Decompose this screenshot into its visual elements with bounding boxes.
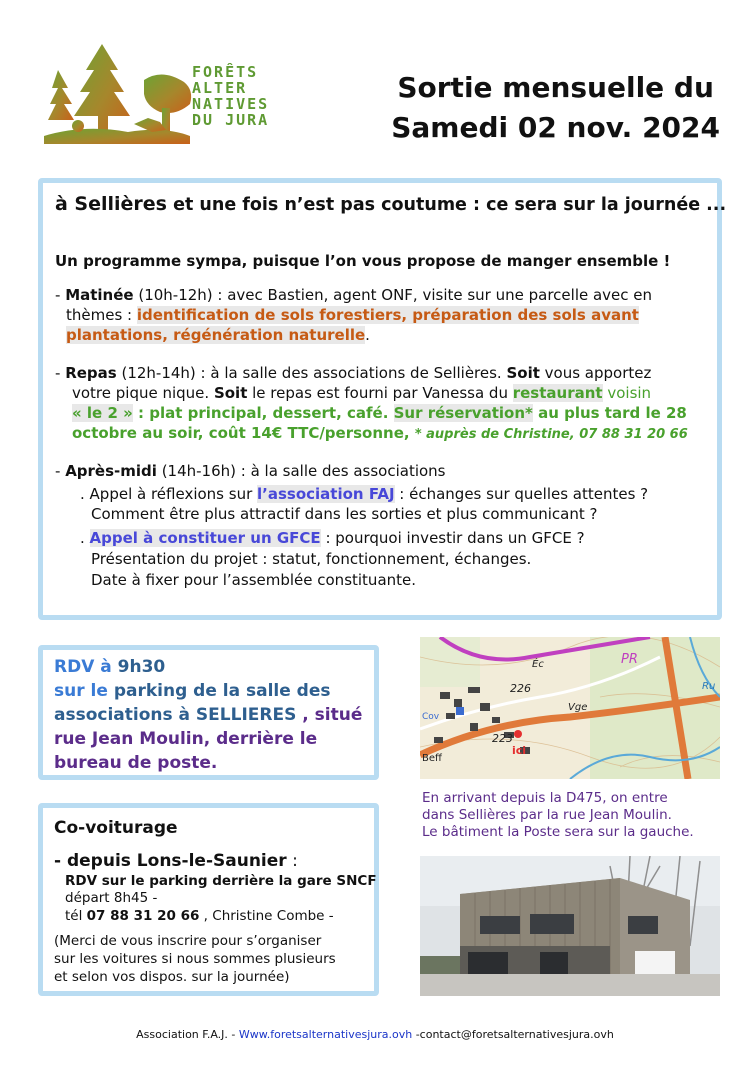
covoiturage-box bbox=[38, 803, 379, 996]
matinee-time: (10h-12h) : avec Bastien, agent ONF, visite sur une parcelle avec en bbox=[133, 286, 653, 304]
repas-reservation: Sur réservation* bbox=[393, 404, 533, 422]
map-cov-label: Cov bbox=[422, 712, 440, 722]
rdv-text bbox=[54, 655, 362, 775]
map-pr-label: PR bbox=[621, 652, 638, 667]
repas-restaurant: restaurant bbox=[512, 384, 603, 402]
rdv-box bbox=[38, 645, 379, 780]
program-intro: Un programme sympa, puisque l’on vous propose de manger ensemble ! bbox=[55, 252, 671, 270]
matinee-label: Matinée bbox=[65, 286, 134, 304]
repas-l2-a: votre pique nique. bbox=[72, 384, 214, 402]
rdv-time: 9h30 bbox=[117, 657, 166, 677]
logo-line-3: NATIVES bbox=[192, 95, 270, 113]
repas-deadline: au plus tard le 28 bbox=[532, 404, 687, 422]
covoit-from bbox=[54, 850, 298, 872]
map-caption bbox=[422, 790, 694, 841]
title-line-2: Samedi 02 nov. 2024 bbox=[391, 111, 720, 144]
am-l4-b: : pourquoi investir dans un GFCE ? bbox=[320, 529, 585, 547]
logo-line-1: FORÊTS bbox=[192, 63, 259, 81]
place-name: à Sellières bbox=[55, 193, 167, 215]
am-l2-b: : échanges sur quelles attentes ? bbox=[394, 485, 649, 503]
rdv-line-4: rue Jean Moulin, derrière le bbox=[54, 729, 318, 749]
map-ec-label: Éc bbox=[532, 659, 544, 670]
covoit-note-3: et selon vos dispos. sur la journée) bbox=[54, 969, 290, 985]
map-ici-label: ici bbox=[512, 744, 527, 757]
caption-line-3: Le bâtiment la Poste sera sur la gauche. bbox=[422, 824, 694, 840]
repas-voisin: voisin bbox=[602, 384, 652, 402]
am-gfce: Appel à constituer un GFCE bbox=[89, 529, 321, 547]
map-223-label: 223 bbox=[492, 732, 513, 745]
footer-website-link[interactable]: Www.foretsalternativesjura.ovh bbox=[238, 1028, 413, 1041]
am-line-5: Présentation du projet : statut, fonctionnement, échanges. bbox=[91, 550, 532, 568]
matinee-highlight-1: identification de sols forestiers, préparation des sols avant bbox=[136, 306, 639, 324]
repas-label: Repas bbox=[65, 364, 117, 382]
repas-l2-b: le repas est fourni par Vanessa du bbox=[247, 384, 513, 402]
covoit-note-2: sur les voitures si nous sommes plusieurs bbox=[54, 951, 336, 967]
am-label: Après-midi bbox=[65, 462, 157, 480]
covoit-line-1: RDV sur le parking derrière la gare SNCF bbox=[65, 873, 377, 889]
rdv-l2-b: parking de la salle des bbox=[113, 681, 331, 701]
am-line-4 bbox=[80, 529, 585, 548]
am-l2-a: . Appel à réflexions sur bbox=[80, 485, 258, 503]
covoit-contact: , Christine Combe - bbox=[199, 908, 334, 924]
logo-line-2: ALTER bbox=[192, 79, 248, 97]
rdv-l3-b: , situé bbox=[296, 705, 363, 725]
am-line-1: - Après-midi (14h-16h) : à la salle des associations bbox=[55, 462, 446, 480]
repas-le2: « le 2 » bbox=[72, 404, 133, 422]
repas-soit-1: Soit bbox=[506, 364, 540, 382]
program-heading bbox=[55, 193, 726, 216]
repas-line-2 bbox=[72, 384, 651, 403]
repas-line-4 bbox=[72, 424, 688, 444]
rdv-l3-a: associations à SELLIERES bbox=[54, 705, 297, 725]
caption-line-1: En arrivant depuis la D475, on entre bbox=[422, 790, 668, 806]
rdv-label: RDV à bbox=[54, 657, 118, 677]
matinee-line-2 bbox=[66, 306, 639, 325]
page-title bbox=[391, 68, 720, 148]
logo-line-4: DU JURA bbox=[192, 111, 270, 129]
program-box bbox=[38, 178, 727, 620]
rdv-line-2 bbox=[54, 679, 362, 703]
rdv-l2-a: sur le bbox=[54, 681, 114, 701]
repas-menu: : plat principal, dessert, café. bbox=[132, 404, 394, 422]
repas-price: octobre au soir, coût 14€ TTC/personne, bbox=[72, 424, 415, 442]
map-beff-label: Beff bbox=[422, 753, 442, 764]
matinee-end: . bbox=[365, 326, 370, 344]
rdv-line-3 bbox=[54, 703, 362, 727]
repas-soit-2: Soit bbox=[213, 384, 248, 402]
am-association-faj: l’association FAJ bbox=[257, 485, 395, 503]
repas-contact: * auprès de Christine, 07 88 31 20 66 bbox=[414, 427, 688, 442]
matinee-themes: thèmes : bbox=[66, 306, 137, 324]
covoit-from-city: - depuis Lons-le-Saunier bbox=[54, 851, 287, 871]
caption-line-2: dans Sellières par la rue Jean Moulin. bbox=[422, 807, 672, 823]
covoit-note-1: (Merci de vous inscrire pour s’organiser bbox=[54, 933, 322, 949]
rdv-line-5: bureau de poste. bbox=[54, 753, 218, 773]
covoit-title: Co-voiturage bbox=[54, 818, 178, 838]
covoit-colon: : bbox=[286, 851, 298, 871]
am-line-3: Comment être plus attractif dans les sorties et plus communicant ? bbox=[91, 505, 598, 523]
matinee-highlight-2: plantations, régénération naturelle bbox=[66, 326, 366, 344]
am-line-2 bbox=[80, 485, 648, 504]
am-line-6: Date à fixer pour l’assemblée constituante. bbox=[91, 571, 417, 589]
repas-time: (12h-14h) : à la salle des associations de Sellières. bbox=[116, 364, 507, 382]
repas-rest-1: vous apportez bbox=[539, 364, 652, 382]
map-226-label: 226 bbox=[510, 682, 531, 695]
location-map bbox=[420, 637, 720, 779]
covoit-tel-prefix: tél bbox=[65, 908, 87, 924]
map-ru-label: Ru bbox=[702, 681, 716, 692]
covoit-phone: 07 88 31 20 66 bbox=[86, 908, 200, 924]
place-rest: et une fois n’est pas coutume : ce sera sur la journée ... bbox=[167, 195, 727, 215]
am-time: (14h-16h) : à la salle des associations bbox=[156, 462, 446, 480]
covoit-line-2: départ 8h45 - bbox=[65, 890, 158, 906]
map-vge-label: Vge bbox=[568, 702, 588, 713]
covoit-line-3 bbox=[65, 908, 334, 925]
repas-line-3 bbox=[72, 404, 687, 423]
footer-association: Association F.A.J. - bbox=[136, 1028, 239, 1041]
matinee-line-1: - Matinée (10h-12h) : avec Bastien, agent ONF, visite sur une parcelle avec en bbox=[55, 286, 653, 304]
footer-contact: -contact@foretsalternativesjura.ovh bbox=[412, 1028, 614, 1041]
repas-line-1: - Repas (12h-14h) : à la salle des associations de Sellières. Soit vous apportez bbox=[55, 364, 652, 382]
matinee-line-3 bbox=[66, 326, 370, 345]
rdv-line-1 bbox=[54, 655, 362, 679]
title-line-1: Sortie mensuelle du bbox=[397, 71, 714, 104]
am-l4-dot: . bbox=[80, 529, 90, 547]
footer bbox=[0, 1028, 750, 1041]
logo-wordmark bbox=[192, 64, 269, 128]
post-office-photo bbox=[420, 856, 720, 996]
